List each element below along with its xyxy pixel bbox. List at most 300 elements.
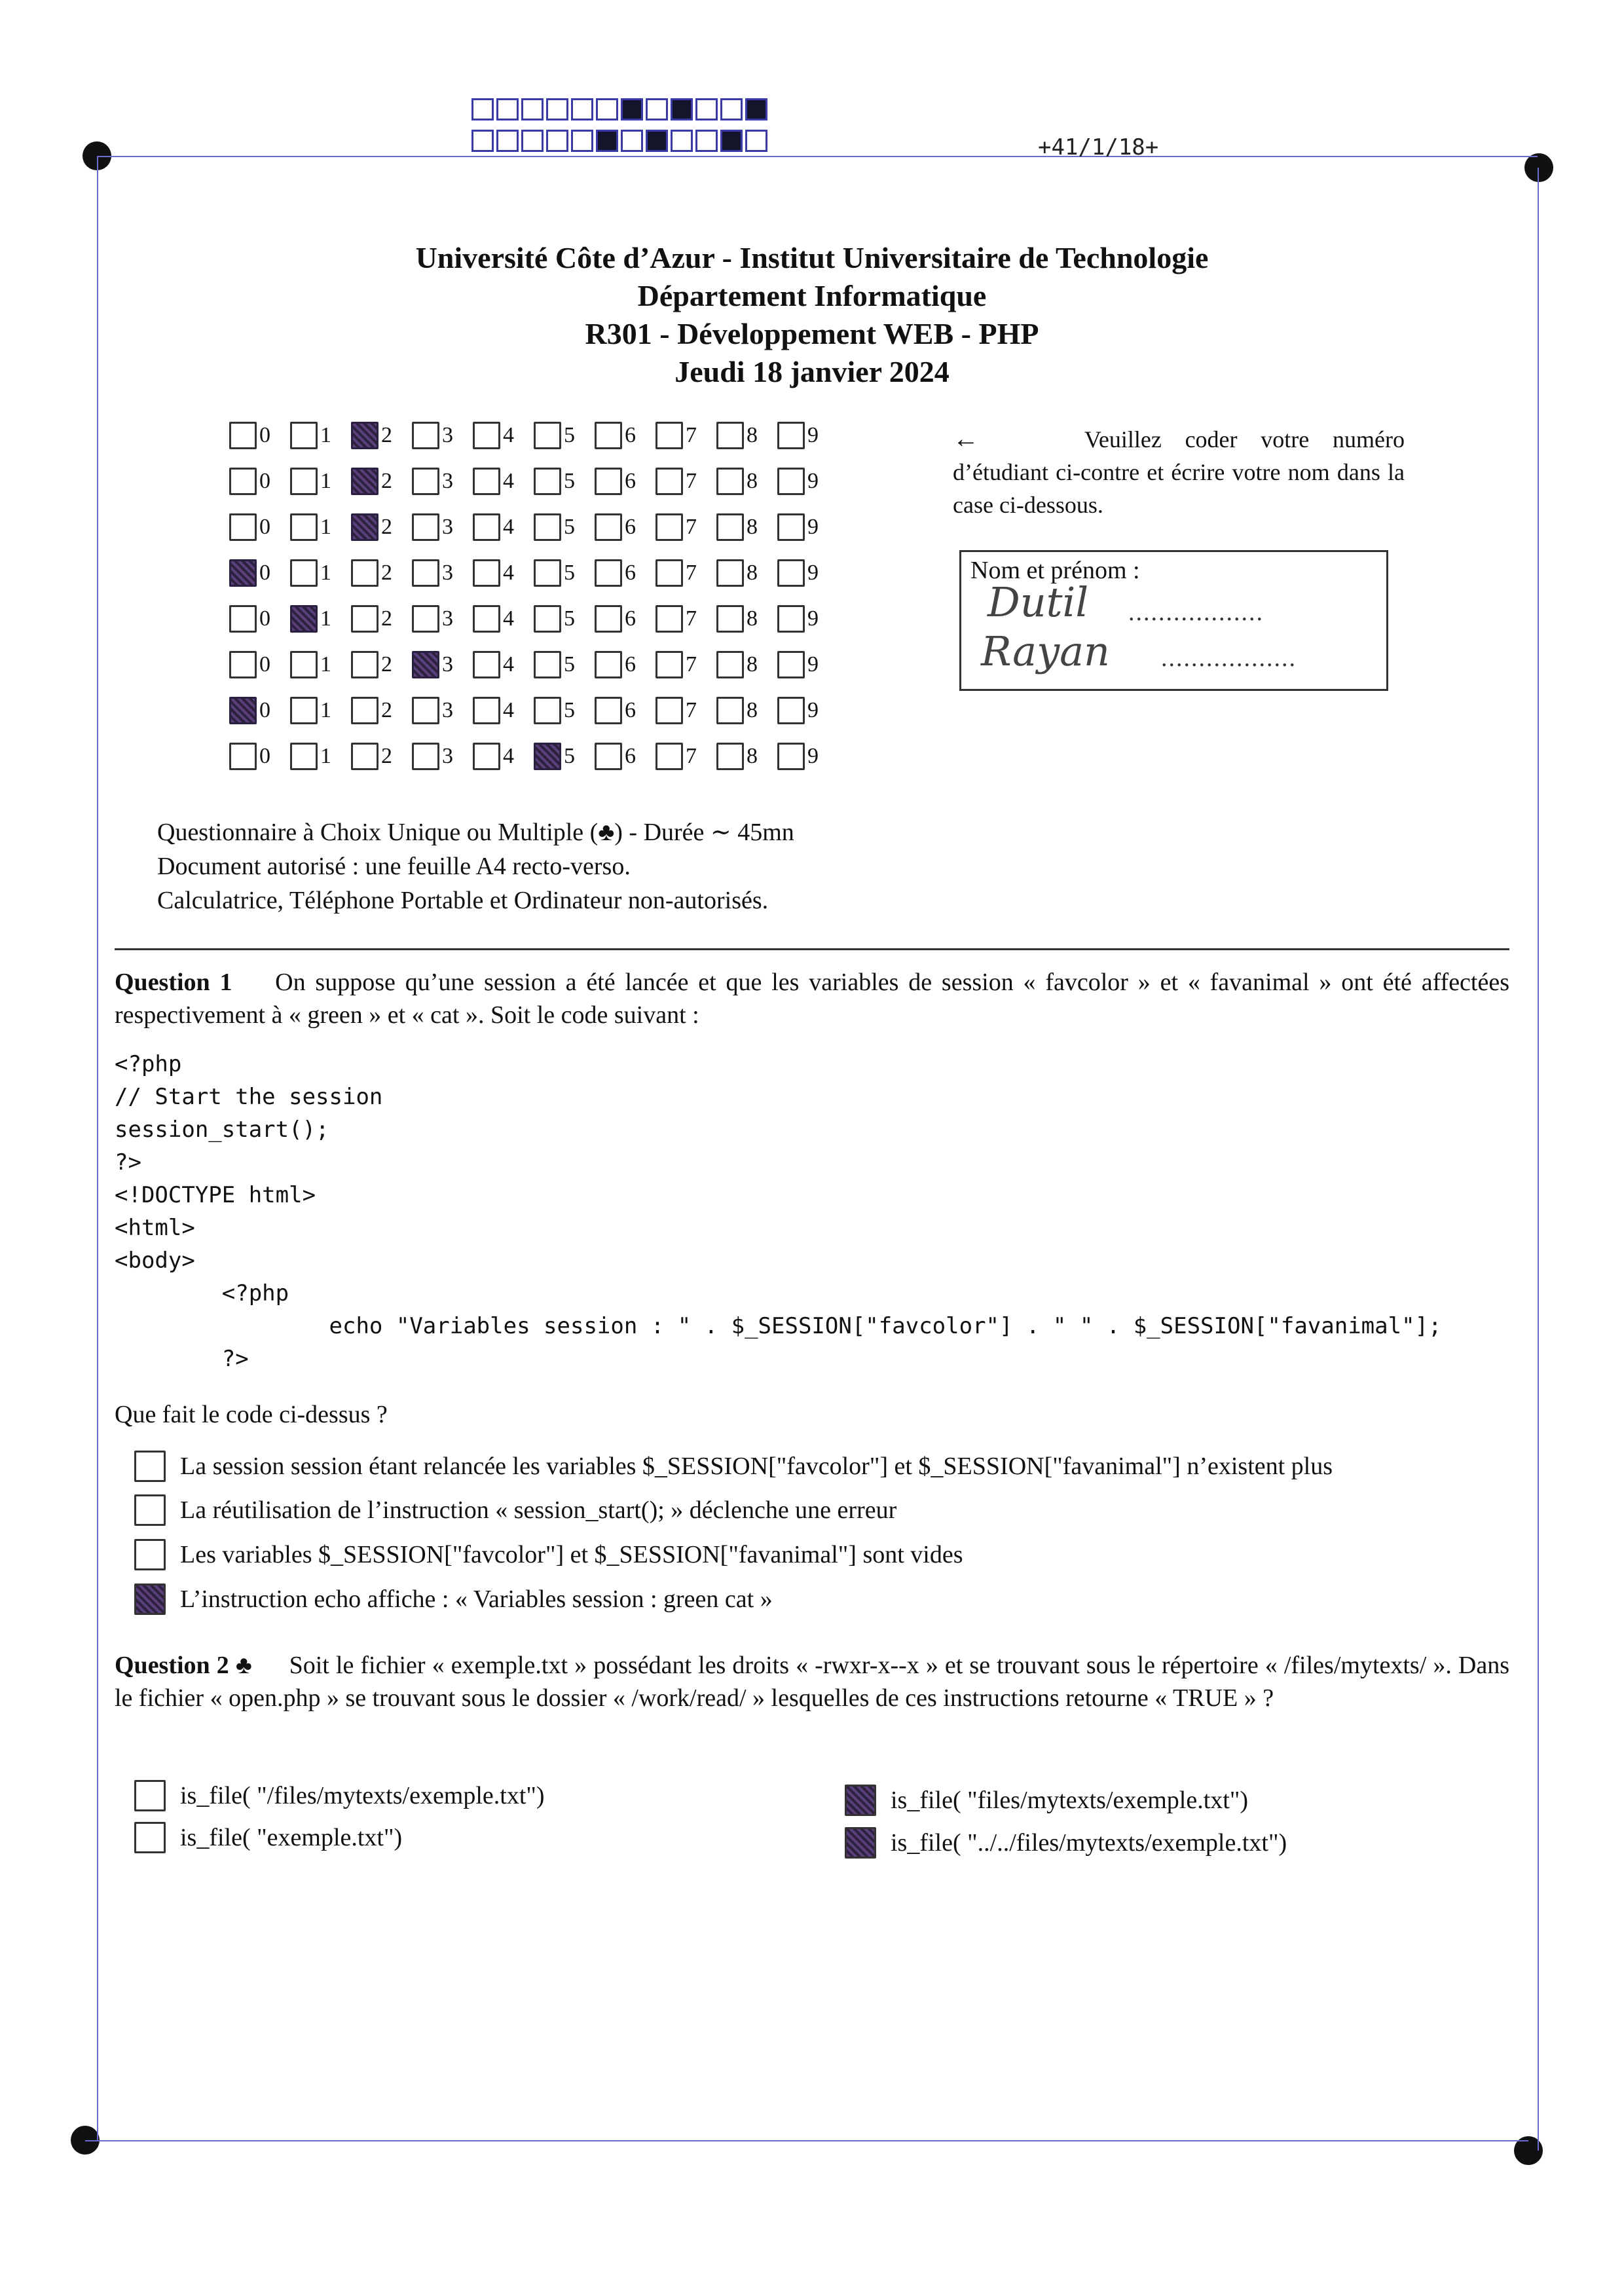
student-id-option[interactable] bbox=[229, 422, 290, 449]
student-id-option[interactable] bbox=[229, 743, 290, 770]
code-line: <?php bbox=[115, 1280, 289, 1306]
student-id-option[interactable] bbox=[777, 743, 838, 770]
student-id-row bbox=[229, 508, 838, 547]
digit-label: 8 bbox=[747, 423, 758, 447]
checkbox[interactable] bbox=[351, 651, 378, 678]
digit-label: 2 bbox=[381, 561, 392, 585]
digit-label: 6 bbox=[625, 469, 636, 493]
code-line: session_start(); bbox=[115, 1117, 329, 1143]
student-id-option[interactable] bbox=[290, 651, 351, 678]
checkbox[interactable] bbox=[412, 468, 439, 495]
barcode-cell bbox=[646, 130, 668, 152]
checkbox[interactable] bbox=[655, 513, 683, 541]
checkbox[interactable] bbox=[351, 422, 378, 449]
question-2-label: Question 2 ♣ bbox=[115, 1652, 253, 1679]
frame-bottom bbox=[85, 2140, 1528, 2141]
checkbox[interactable] bbox=[229, 559, 257, 587]
exam-info-line-1: Questionnaire à Choix Unique ou Multiple (♣) - Durée ∼ 45mn bbox=[157, 819, 794, 846]
digit-label: 3 bbox=[442, 744, 453, 768]
digit-label: 3 bbox=[442, 698, 453, 722]
checkbox[interactable] bbox=[777, 559, 805, 587]
barcode-row-1 bbox=[471, 98, 770, 120]
student-id-option[interactable] bbox=[229, 697, 290, 724]
student-id-option[interactable] bbox=[290, 559, 351, 587]
student-id-option[interactable] bbox=[290, 605, 351, 633]
student-id-option[interactable] bbox=[473, 743, 534, 770]
digit-label: 4 bbox=[503, 652, 514, 676]
digit-label: 2 bbox=[381, 698, 392, 722]
checkbox[interactable] bbox=[655, 697, 683, 724]
answer-text: L’instruction echo affiche : « Variables session : green cat » bbox=[180, 1585, 773, 1613]
checkbox[interactable] bbox=[716, 513, 744, 541]
student-id-option[interactable] bbox=[229, 605, 290, 633]
barcode-cell bbox=[471, 130, 494, 152]
student-id-option[interactable] bbox=[473, 513, 534, 541]
digit-label: 4 bbox=[503, 469, 514, 493]
checkbox[interactable] bbox=[595, 513, 622, 541]
student-id-option[interactable] bbox=[412, 697, 473, 724]
checkbox[interactable] bbox=[655, 743, 683, 770]
checkbox[interactable] bbox=[412, 513, 439, 541]
checkbox[interactable] bbox=[595, 605, 622, 633]
digit-label: 1 bbox=[320, 698, 331, 722]
digit-label: 1 bbox=[320, 515, 331, 539]
checkbox[interactable] bbox=[412, 697, 439, 724]
code-line: // Start the session bbox=[115, 1084, 383, 1110]
barcode-cell bbox=[546, 130, 568, 152]
answer-checkbox[interactable] bbox=[134, 1780, 166, 1811]
student-id-option[interactable] bbox=[473, 651, 534, 678]
digit-label: 7 bbox=[686, 469, 697, 493]
barcode-cell bbox=[596, 98, 618, 120]
barcode-cell bbox=[571, 130, 593, 152]
barcode-cell bbox=[720, 130, 743, 152]
digit-label: 8 bbox=[747, 744, 758, 768]
checkbox[interactable] bbox=[290, 559, 318, 587]
digit-label: 7 bbox=[686, 744, 697, 768]
checkbox[interactable] bbox=[534, 743, 561, 770]
digit-label: 7 bbox=[686, 652, 697, 676]
digit-label: 7 bbox=[686, 561, 697, 585]
student-id-option[interactable] bbox=[655, 697, 716, 724]
checkbox[interactable] bbox=[534, 559, 561, 587]
answer-text: is_file( "../../files/mytexts/exemple.txt") bbox=[891, 1829, 1287, 1857]
student-id-row bbox=[229, 599, 838, 639]
name-box-label: Nom et prénom : bbox=[970, 557, 1140, 584]
digit-label: 2 bbox=[381, 744, 392, 768]
checkbox[interactable] bbox=[595, 651, 622, 678]
digit-label: 4 bbox=[503, 606, 514, 631]
checkbox[interactable] bbox=[473, 605, 500, 633]
checkbox[interactable] bbox=[412, 605, 439, 633]
code-line: <body> bbox=[115, 1248, 195, 1274]
student-id-option[interactable] bbox=[655, 559, 716, 587]
digit-label: 7 bbox=[686, 423, 697, 447]
student-id-option[interactable] bbox=[412, 422, 473, 449]
title-date: Jeudi 18 janvier 2024 bbox=[674, 355, 950, 388]
title-course: R301 - Développement WEB - PHP bbox=[585, 317, 1039, 350]
checkbox[interactable] bbox=[716, 468, 744, 495]
student-id-option[interactable] bbox=[595, 422, 655, 449]
checkbox[interactable] bbox=[290, 605, 318, 633]
digit-label: 3 bbox=[442, 561, 453, 585]
answer-option[interactable] bbox=[845, 1785, 1248, 1816]
checkbox[interactable] bbox=[534, 513, 561, 541]
student-id-option[interactable] bbox=[655, 468, 716, 495]
student-id-option[interactable] bbox=[534, 468, 595, 495]
student-id-option[interactable] bbox=[595, 743, 655, 770]
checkbox[interactable] bbox=[229, 743, 257, 770]
student-id-option[interactable] bbox=[716, 697, 777, 724]
checkbox[interactable] bbox=[351, 468, 378, 495]
student-id-option[interactable] bbox=[595, 605, 655, 633]
checkbox[interactable] bbox=[229, 651, 257, 678]
answer-checkbox[interactable] bbox=[134, 1822, 166, 1853]
digit-label: 3 bbox=[442, 469, 453, 493]
digit-label: 5 bbox=[564, 652, 575, 676]
checkbox[interactable] bbox=[351, 513, 378, 541]
barcode-cell bbox=[596, 130, 618, 152]
checkbox[interactable] bbox=[412, 559, 439, 587]
student-id-option[interactable] bbox=[351, 605, 412, 633]
student-id-option[interactable] bbox=[412, 651, 473, 678]
digit-label: 0 bbox=[259, 515, 270, 539]
answer-option[interactable] bbox=[134, 1539, 963, 1570]
question-2-text: Soit le fichier « exemple.txt » possédant les droits « -rwxr-x--x » et se trouvant sous le répertoire « /files/mytexts/ ». Dans le fichier « open.php » se trouvant sous le dossier « /work/read/ » lesquelles de ces instructions retourne « TRUE » ? bbox=[115, 1652, 1510, 1712]
barcode-cell bbox=[695, 130, 718, 152]
checkbox[interactable] bbox=[290, 468, 318, 495]
student-id-option[interactable] bbox=[716, 651, 777, 678]
student-id-option[interactable] bbox=[534, 422, 595, 449]
digit-label: 4 bbox=[503, 423, 514, 447]
checkbox[interactable] bbox=[473, 743, 500, 770]
digit-label: 1 bbox=[320, 606, 331, 631]
digit-label: 0 bbox=[259, 561, 270, 585]
answer-text: La session session étant relancée les variables $_SESSION["favcolor"] et $_SESSION["favanimal"] n’existent plus bbox=[180, 1453, 1333, 1480]
student-id-option[interactable] bbox=[595, 559, 655, 587]
student-id-option[interactable] bbox=[412, 559, 473, 587]
checkbox[interactable] bbox=[351, 559, 378, 587]
checkbox[interactable] bbox=[595, 697, 622, 724]
digit-label: 2 bbox=[381, 652, 392, 676]
checkbox[interactable] bbox=[412, 422, 439, 449]
student-id-option[interactable] bbox=[777, 697, 838, 724]
checkbox[interactable] bbox=[655, 651, 683, 678]
checkbox[interactable] bbox=[290, 422, 318, 449]
digit-label: 2 bbox=[381, 423, 392, 447]
student-id-option[interactable] bbox=[534, 697, 595, 724]
checkbox[interactable] bbox=[473, 697, 500, 724]
barcode-cell bbox=[471, 98, 494, 120]
digit-label: 9 bbox=[807, 423, 819, 447]
answer-checkbox[interactable] bbox=[845, 1785, 876, 1816]
barcode-cell bbox=[521, 98, 544, 120]
digit-label: 2 bbox=[381, 606, 392, 631]
checkbox[interactable] bbox=[473, 513, 500, 541]
student-id-option[interactable] bbox=[777, 559, 838, 587]
digit-label: 5 bbox=[564, 698, 575, 722]
checkbox[interactable] bbox=[229, 513, 257, 541]
student-id-row bbox=[229, 553, 838, 593]
student-id-option[interactable] bbox=[716, 468, 777, 495]
checkbox[interactable] bbox=[412, 651, 439, 678]
student-id-option[interactable] bbox=[777, 651, 838, 678]
barcode-cell bbox=[646, 98, 668, 120]
student-id-option[interactable] bbox=[229, 513, 290, 541]
digit-label: 8 bbox=[747, 652, 758, 676]
student-id-option[interactable] bbox=[290, 422, 351, 449]
question-1-label: Question 1 bbox=[115, 969, 232, 996]
student-id-option[interactable] bbox=[595, 697, 655, 724]
student-id-option[interactable] bbox=[777, 422, 838, 449]
student-id-option[interactable] bbox=[777, 468, 838, 495]
barcode-cell bbox=[745, 98, 767, 120]
handwritten-first-name: Rayan bbox=[981, 627, 1110, 675]
code-line: echo "Variables session : " . $_SESSION["favcolor"] . " " . $_SESSION["favanimal"]; bbox=[115, 1313, 1442, 1339]
digit-label: 9 bbox=[807, 515, 819, 539]
answer-text: is_file( "exemple.txt") bbox=[180, 1824, 403, 1851]
digit-label: 0 bbox=[259, 652, 270, 676]
student-id-option[interactable] bbox=[351, 651, 412, 678]
checkbox[interactable] bbox=[777, 697, 805, 724]
checkbox[interactable] bbox=[351, 605, 378, 633]
digit-label: 1 bbox=[320, 561, 331, 585]
student-id-option[interactable] bbox=[473, 697, 534, 724]
barcode-cell bbox=[621, 98, 643, 120]
student-id-option[interactable] bbox=[229, 468, 290, 495]
student-id-option[interactable] bbox=[229, 651, 290, 678]
checkbox[interactable] bbox=[229, 697, 257, 724]
checkbox[interactable] bbox=[473, 651, 500, 678]
checkbox[interactable] bbox=[229, 605, 257, 633]
student-id-option[interactable] bbox=[290, 743, 351, 770]
student-id-option[interactable] bbox=[412, 605, 473, 633]
student-id-option[interactable] bbox=[412, 743, 473, 770]
student-id-option[interactable] bbox=[412, 513, 473, 541]
frame-left bbox=[97, 156, 98, 2140]
student-id-option[interactable] bbox=[473, 468, 534, 495]
answer-checkbox[interactable] bbox=[845, 1827, 876, 1859]
student-id-option[interactable] bbox=[716, 422, 777, 449]
digit-label: 6 bbox=[625, 652, 636, 676]
checkbox[interactable] bbox=[534, 605, 561, 633]
student-id-option[interactable] bbox=[290, 697, 351, 724]
student-id-option[interactable] bbox=[351, 697, 412, 724]
digit-label: 6 bbox=[625, 744, 636, 768]
student-id-option[interactable] bbox=[655, 605, 716, 633]
answer-checkbox[interactable] bbox=[134, 1451, 166, 1482]
student-id-option[interactable] bbox=[412, 468, 473, 495]
checkbox[interactable] bbox=[595, 468, 622, 495]
digit-label: 6 bbox=[625, 515, 636, 539]
checkbox[interactable] bbox=[351, 697, 378, 724]
digit-label: 5 bbox=[564, 515, 575, 539]
checkbox[interactable] bbox=[716, 743, 744, 770]
barcode-cell bbox=[621, 130, 643, 152]
name-line-2: .................. bbox=[1161, 644, 1297, 672]
barcode-cell bbox=[571, 98, 593, 120]
barcode-row-2 bbox=[471, 130, 770, 152]
barcode-cell bbox=[720, 98, 743, 120]
answer-option[interactable] bbox=[845, 1827, 1287, 1859]
digit-label: 5 bbox=[564, 744, 575, 768]
checkbox[interactable] bbox=[595, 422, 622, 449]
student-id-option[interactable] bbox=[595, 513, 655, 541]
digit-label: 9 bbox=[807, 469, 819, 493]
answer-checkbox[interactable] bbox=[134, 1583, 166, 1615]
checkbox[interactable] bbox=[290, 651, 318, 678]
checkbox[interactable] bbox=[351, 743, 378, 770]
barcode-cell bbox=[671, 98, 693, 120]
digit-label: 5 bbox=[564, 469, 575, 493]
checkbox[interactable] bbox=[655, 605, 683, 633]
checkbox[interactable] bbox=[229, 422, 257, 449]
question-1-prompt: Que fait le code ci-dessus ? bbox=[115, 1401, 388, 1428]
student-id-option[interactable] bbox=[655, 651, 716, 678]
checkbox[interactable] bbox=[777, 513, 805, 541]
student-id-option[interactable] bbox=[655, 513, 716, 541]
barcode-cell bbox=[671, 130, 693, 152]
title-block bbox=[0, 239, 1624, 391]
student-id-option[interactable] bbox=[595, 651, 655, 678]
student-id-option[interactable] bbox=[534, 513, 595, 541]
student-id-option[interactable] bbox=[351, 513, 412, 541]
student-id-option[interactable] bbox=[534, 743, 595, 770]
student-id-option[interactable] bbox=[777, 513, 838, 541]
student-id-option[interactable] bbox=[716, 605, 777, 633]
student-id-option[interactable] bbox=[655, 743, 716, 770]
student-id-option[interactable] bbox=[534, 605, 595, 633]
student-id-row bbox=[229, 691, 838, 730]
digit-label: 6 bbox=[625, 698, 636, 722]
digit-label: 0 bbox=[259, 744, 270, 768]
checkbox[interactable] bbox=[595, 559, 622, 587]
checkbox[interactable] bbox=[412, 743, 439, 770]
digit-label: 5 bbox=[564, 423, 575, 447]
digit-label: 3 bbox=[442, 652, 453, 676]
checkbox[interactable] bbox=[534, 468, 561, 495]
digit-label: 8 bbox=[747, 606, 758, 631]
checkbox[interactable] bbox=[229, 468, 257, 495]
student-id-option[interactable] bbox=[473, 559, 534, 587]
checkbox[interactable] bbox=[534, 697, 561, 724]
student-id-option[interactable] bbox=[655, 422, 716, 449]
name-box[interactable] bbox=[959, 550, 1388, 691]
exam-info-line-3: Calculatrice, Téléphone Portable et Ordinateur non-autorisés. bbox=[157, 887, 769, 914]
answer-option[interactable] bbox=[134, 1451, 1333, 1482]
answer-option[interactable] bbox=[134, 1494, 896, 1526]
checkbox[interactable] bbox=[655, 468, 683, 495]
answer-text: La réutilisation de l’instruction « session_start(); » déclenche une erreur bbox=[180, 1496, 897, 1524]
answer-option[interactable] bbox=[134, 1780, 545, 1811]
digit-label: 5 bbox=[564, 606, 575, 631]
digit-label: 9 bbox=[807, 561, 819, 585]
barcode-cell bbox=[695, 98, 718, 120]
checkbox[interactable] bbox=[777, 605, 805, 633]
checkbox[interactable] bbox=[595, 743, 622, 770]
checkbox[interactable] bbox=[655, 422, 683, 449]
barcode-cell bbox=[496, 98, 519, 120]
student-id-option[interactable] bbox=[534, 559, 595, 587]
student-id-option[interactable] bbox=[473, 605, 534, 633]
checkbox[interactable] bbox=[290, 513, 318, 541]
checkbox[interactable] bbox=[777, 422, 805, 449]
student-id-option[interactable] bbox=[534, 651, 595, 678]
checkbox[interactable] bbox=[777, 468, 805, 495]
student-id-option[interactable] bbox=[351, 743, 412, 770]
student-id-option[interactable] bbox=[716, 513, 777, 541]
digit-label: 7 bbox=[686, 515, 697, 539]
checkbox[interactable] bbox=[716, 422, 744, 449]
student-id-option[interactable] bbox=[716, 559, 777, 587]
student-id-option[interactable] bbox=[229, 559, 290, 587]
checkbox[interactable] bbox=[290, 743, 318, 770]
title-university: Université Côte d’Azur - Institut Universitaire de Technologie bbox=[415, 241, 1209, 274]
digit-label: 9 bbox=[807, 744, 819, 768]
barcode-cell bbox=[496, 130, 519, 152]
checkbox[interactable] bbox=[716, 697, 744, 724]
student-id-option[interactable] bbox=[716, 743, 777, 770]
student-id-option[interactable] bbox=[351, 422, 412, 449]
digit-label: 8 bbox=[747, 469, 758, 493]
student-id-option[interactable] bbox=[290, 513, 351, 541]
student-id-option[interactable] bbox=[473, 422, 534, 449]
digit-label: 9 bbox=[807, 606, 819, 631]
checkbox[interactable] bbox=[290, 697, 318, 724]
digit-label: 6 bbox=[625, 606, 636, 631]
handwritten-last-name: Dutil bbox=[987, 578, 1089, 626]
checkbox[interactable] bbox=[473, 559, 500, 587]
digit-label: 3 bbox=[442, 606, 453, 631]
barcode-cell bbox=[546, 98, 568, 120]
student-id-option[interactable] bbox=[351, 559, 412, 587]
code-line: <html> bbox=[115, 1215, 195, 1241]
corner-marker-top-right bbox=[1524, 153, 1553, 182]
question-1-text: On suppose qu’une session a été lancée et que les variables de session « favcolor » et « favanimal » ont été affectées respectivement à « green » et « cat ». Soit le code suivant : bbox=[115, 969, 1510, 1029]
digit-label: 0 bbox=[259, 469, 270, 493]
digit-label: 1 bbox=[320, 423, 331, 447]
student-id-option[interactable] bbox=[351, 468, 412, 495]
checkbox[interactable] bbox=[534, 651, 561, 678]
student-id-option[interactable] bbox=[777, 605, 838, 633]
answer-option[interactable] bbox=[134, 1583, 773, 1615]
checkbox[interactable] bbox=[716, 559, 744, 587]
answer-option[interactable] bbox=[134, 1822, 402, 1853]
answer-text: Les variables $_SESSION["favcolor"] et $_SESSION["favanimal"] sont vides bbox=[180, 1541, 963, 1568]
answer-checkbox[interactable] bbox=[134, 1539, 166, 1570]
checkbox[interactable] bbox=[655, 559, 683, 587]
checkbox[interactable] bbox=[473, 468, 500, 495]
digit-label: 7 bbox=[686, 606, 697, 631]
answer-checkbox[interactable] bbox=[134, 1494, 166, 1526]
question-2-statement bbox=[115, 1649, 1509, 1714]
digit-label: 2 bbox=[381, 515, 392, 539]
checkbox[interactable] bbox=[716, 651, 744, 678]
exam-info-line-2: Document autorisé : une feuille A4 recto-verso. bbox=[157, 853, 631, 880]
student-id-option[interactable] bbox=[290, 468, 351, 495]
student-id-option[interactable] bbox=[595, 468, 655, 495]
checkbox[interactable] bbox=[473, 422, 500, 449]
checkbox[interactable] bbox=[716, 605, 744, 633]
digit-label: 3 bbox=[442, 423, 453, 447]
frame-right bbox=[1538, 168, 1539, 2151]
arrow-left-icon: ← bbox=[953, 424, 979, 453]
digit-label: 4 bbox=[503, 698, 514, 722]
digit-label: 4 bbox=[503, 744, 514, 768]
checkbox[interactable] bbox=[777, 651, 805, 678]
checkbox[interactable] bbox=[534, 422, 561, 449]
checkbox[interactable] bbox=[777, 743, 805, 770]
